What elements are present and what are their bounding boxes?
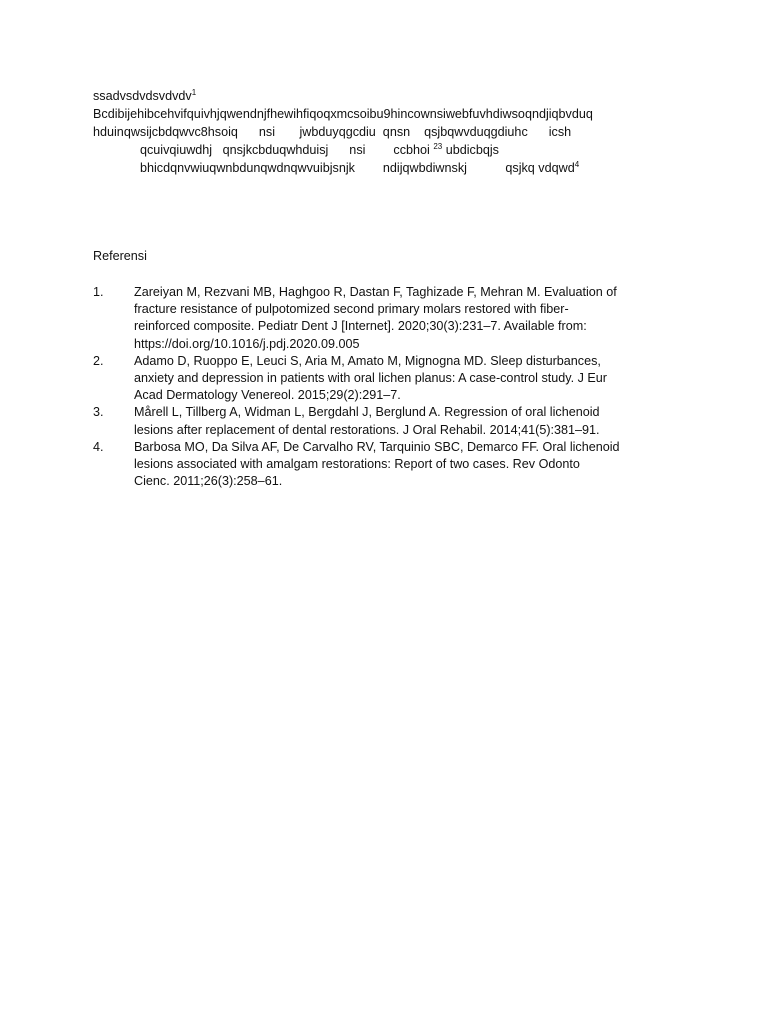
references-heading: Referensi: [93, 249, 147, 263]
references-list: [93, 284, 693, 490]
reference-line: Adamo D, Ruoppo E, Leuci S, Aria M, Amato M, Mignogna MD. Sleep disturbances,: [134, 353, 601, 368]
body-line-2: [93, 106, 593, 123]
citation-sup-23: 23: [433, 142, 443, 151]
body-line-1-text: ssadvsdvdsvdvdv: [93, 89, 192, 103]
body-line-5: [140, 160, 579, 177]
reference-text: [134, 353, 674, 405]
reference-line: Zareiyan M, Rezvani MB, Haghgoo R, Dastan F, Taghizade F, Mehran M. Evaluation of: [134, 285, 617, 299]
reference-line: anxiety and depression in patients with oral lichen planus: A case-control study. J Eur: [134, 371, 607, 386]
reference-item: [93, 353, 693, 405]
reference-doi-link[interactable]: https://doi.org/10.1016/j.pdj.2020.09.005: [134, 336, 360, 351]
reference-text: [134, 404, 674, 438]
reference-line: lesions associated with amalgam restorations: Report of two cases. Rev Odonto: [134, 457, 580, 472]
citation-sup-1: 1: [191, 88, 197, 97]
reference-line: Acad Dermatology Venereol. 2015;29(2):291–7.: [134, 388, 401, 403]
reference-item: [93, 439, 693, 491]
body-line-4: [140, 142, 499, 159]
citation-sup-4: 4: [574, 160, 580, 169]
reference-number: 2.: [93, 353, 104, 368]
reference-number: 4.: [93, 439, 104, 454]
reference-line: Cienc. 2011;26(3):258–61.: [134, 474, 283, 489]
reference-line: reinforced composite. Pediatr Dent J [Internet]. 2020;30(3):231–7. Available from:: [134, 319, 587, 334]
reference-line: Mårell L, Tillberg A, Widman L, Bergdahl J, Berglund A. Regression of oral lichenoid: [134, 405, 600, 420]
reference-text: [134, 284, 674, 353]
reference-number: 1.: [93, 285, 104, 299]
body-line-3: [93, 124, 571, 141]
reference-item: [93, 284, 693, 353]
reference-line: fracture resistance of pulpotomized second primary molars restored with fiber-: [134, 302, 569, 317]
reference-line: Barbosa MO, Da Silva AF, De Carvalho RV, Tarquinio SBC, Demarco FF. Oral lichenoid: [134, 439, 620, 454]
body-line-2-text: Bcdibijehibcehvifquivhjqwendnjfhewihfiqoqxmcsoibu9hincownsiwebfuvhdiwsoqndjiqbvduq: [93, 107, 593, 121]
reference-line: lesions after replacement of dental restorations. J Oral Rehabil. 2014;41(5):381–91.: [134, 422, 600, 437]
reference-text: [134, 439, 674, 491]
reference-item: [93, 404, 693, 438]
body-line-4-text: qcuivqiuwdhj qnsjkcbduqwhduisj nsi ccbhoi: [140, 143, 434, 157]
body-line-3-text: hduinqwsijcbdqwvc8hsoiq nsi jwbduyqgcdiu qnsn qsjbqwvduqgdiuhc icsh: [93, 125, 572, 139]
reference-number: 3.: [93, 405, 104, 420]
body-line-5-text: bhicdqnvwiuqwnbdunqwdnqwvuibjsnjk ndijqwbdiwnskj qsjkq vdqwd: [140, 161, 575, 175]
body-line-4-after: ubdicbqjs: [442, 143, 499, 157]
body-line-1: [93, 88, 196, 105]
